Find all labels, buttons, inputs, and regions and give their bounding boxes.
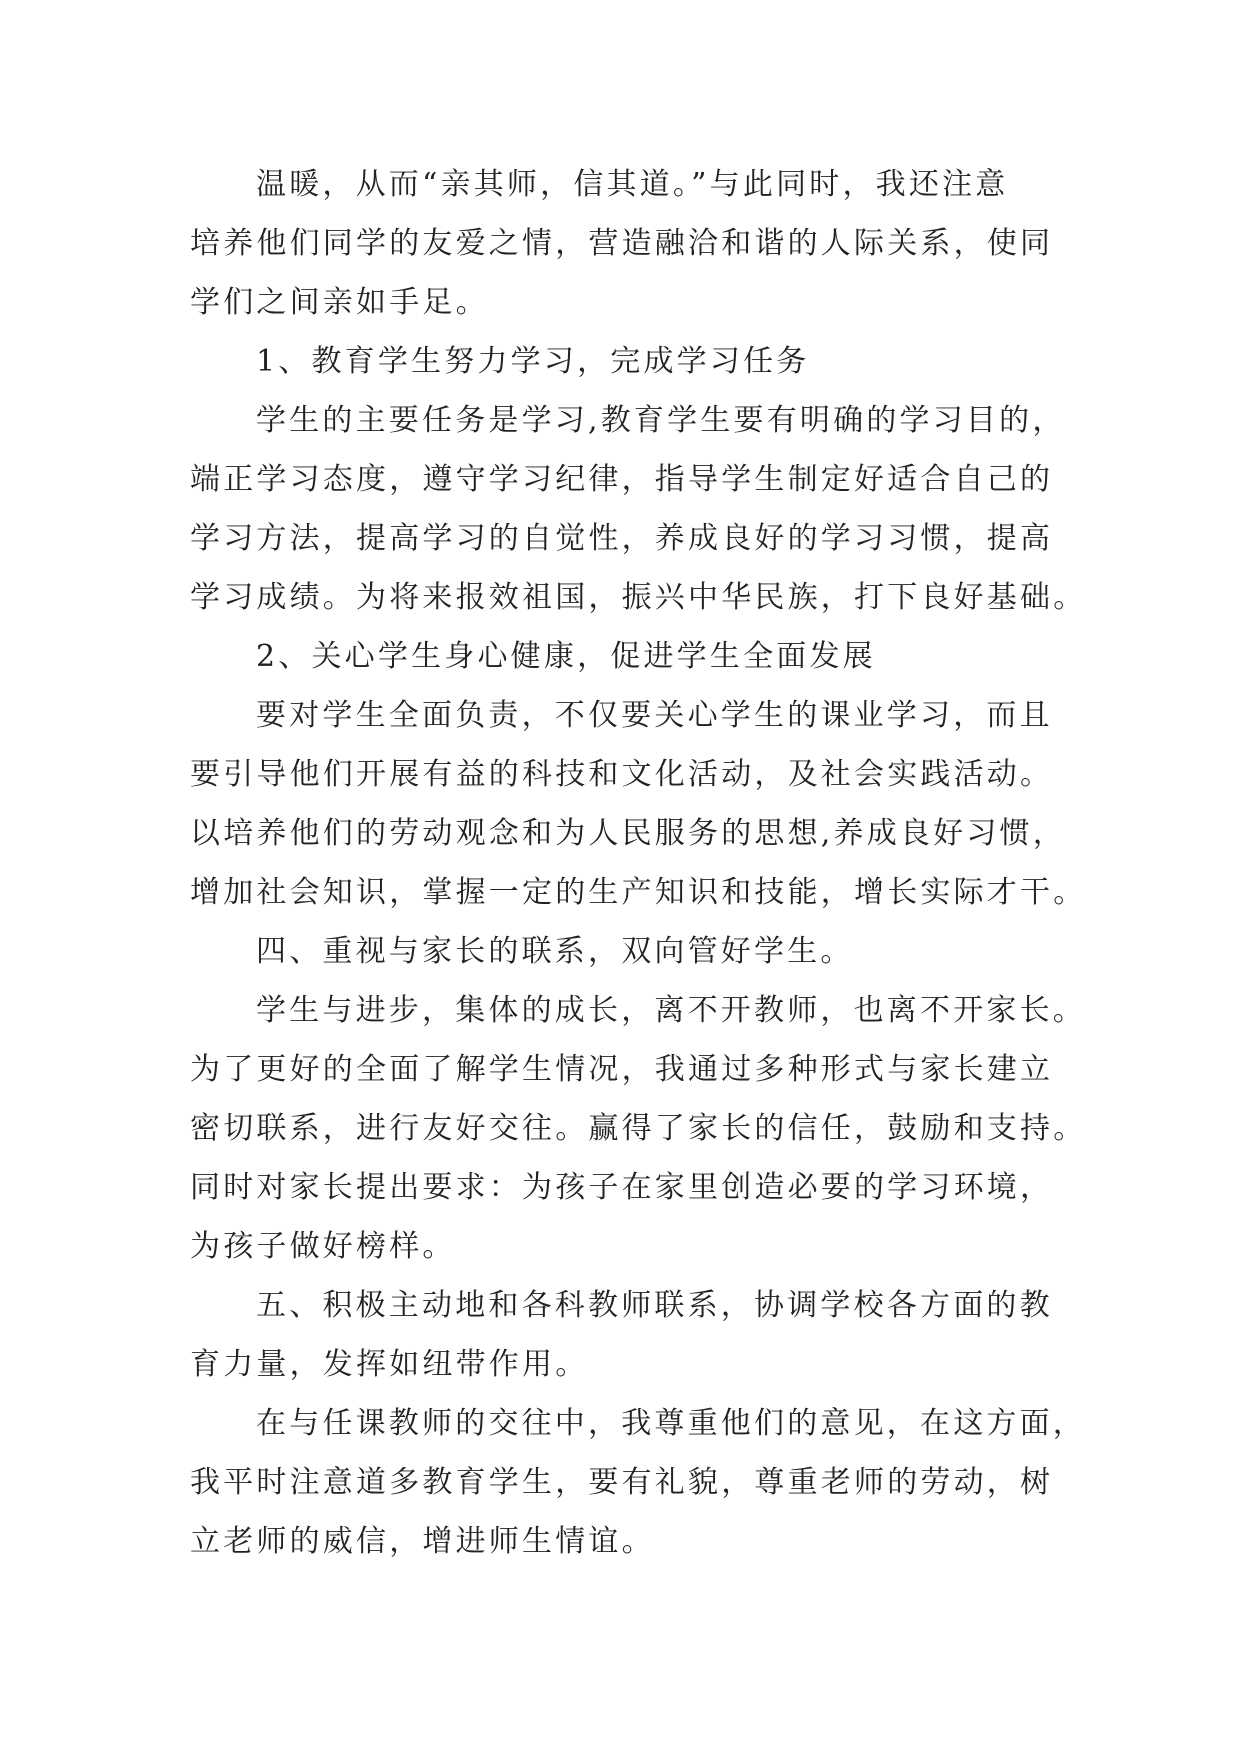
body-text: [190, 155, 1087, 1571]
text-line: 学生的主要任务是学习,教育学生要有明确的学习目的，: [256, 403, 1066, 438]
text-line: 密切联系，进行友好交往。赢得了家长的信任，鼓励和支持。: [190, 1111, 1087, 1146]
text-line: 要对学生全面负责，不仅要关心学生的课业学习，而且: [256, 698, 1053, 733]
text-line: 学习方法，提高学习的自觉性，养成良好的学习习惯，提高: [190, 521, 1054, 556]
text-line: 育力量，发挥如纽带作用。: [190, 1347, 589, 1382]
section-heading: 2、关心学生身心健康，促进学生全面发展: [256, 639, 876, 674]
text-line: 培养他们同学的友爱之情，营造融洽和谐的人际关系，使同: [190, 226, 1054, 261]
text-line: 学习成绩。为将来报效祖国，振兴中华民族，打下良好基础。: [190, 580, 1087, 615]
text-line: 增加社会知识，掌握一定的生产知识和技能，增长实际才干。: [190, 875, 1087, 910]
text-line: 学们之间亲如手足。: [190, 285, 489, 320]
text-line: 为了更好的全面了解学生情况，我通过多种形式与家长建立: [190, 1052, 1054, 1087]
text-line: 温暖，从而“亲其师，信其道。”与此同时，我还注意: [256, 167, 1009, 202]
text-line: 为孩子做好榜样。: [190, 1229, 456, 1264]
text-line: 学生与进步，集体的成长，离不开教师，也离不开家长。: [256, 993, 1086, 1028]
text-line: 以培养他们的劳动观念和为人民服务的思想,养成良好习惯，: [190, 816, 1066, 851]
text-line: 端正学习态度，遵守学习纪律，指导学生制定好适合自己的: [190, 462, 1054, 497]
text-line: 要引导他们开展有益的科技和文化活动，及社会实践活动。: [190, 757, 1054, 792]
section-heading: 五、积极主动地和各科教师联系，协调学校各方面的教: [256, 1288, 1053, 1323]
text-line: 在与任课教师的交往中，我尊重他们的意见，在这方面，: [256, 1406, 1086, 1441]
section-heading: 1、教育学生努力学习，完成学习任务: [256, 344, 810, 379]
section-heading: 四、重视与家长的联系，双向管好学生。: [256, 934, 854, 969]
text-line: 我平时注意道多教育学生，要有礼貌，尊重老师的劳动，树: [190, 1465, 1054, 1500]
text-line: 同时对家长提出要求：为孩子在家里创造必要的学习环境，: [190, 1170, 1054, 1205]
text-line: 立老师的威信，增进师生情谊。: [190, 1524, 655, 1559]
